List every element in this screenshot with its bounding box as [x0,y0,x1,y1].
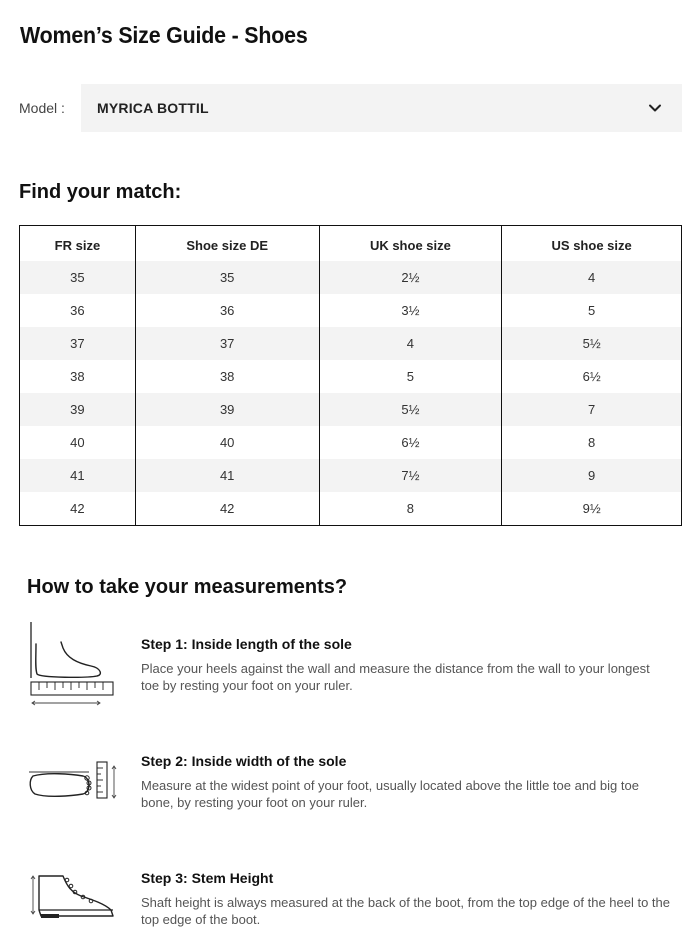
cell-us: 9½ [502,492,682,526]
cell-fr: 39 [20,393,136,426]
page-title: Women’s Size Guide - Shoes [20,22,308,48]
foot-length-ruler-icon [27,620,119,708]
table-header-row [20,226,682,261]
cell-us: 8 [502,426,682,459]
table-row [20,327,682,360]
table-row [20,492,682,526]
cell-uk: 7½ [319,459,502,492]
step-2 [141,753,671,811]
cell-uk: 2½ [319,261,502,294]
cell-de: 42 [135,492,319,526]
cell-fr: 36 [20,294,136,327]
cell-de: 39 [135,393,319,426]
step-2-title: Step 2: Inside width of the sole [141,753,347,769]
cell-us: 9 [502,459,682,492]
column-header-uk: UK shoe size [319,226,502,261]
step-1 [141,636,671,694]
model-select[interactable] [81,84,682,132]
cell-fr: 38 [20,360,136,393]
cell-de: 41 [135,459,319,492]
find-match-title: Find your match: [19,181,182,203]
table-row [20,393,682,426]
step-3-description: Shaft height is always measured at the back of the boot, from the top edge of the heel to the top edge of the boot. [141,895,671,927]
model-label: Model : [19,100,65,116]
cell-uk: 8 [319,492,502,526]
cell-us: 7 [502,393,682,426]
size-table [19,225,682,526]
step-2-description: Measure at the widest point of your foot, usually located above the little toe and big toe bone, by resting your foot on your ruler. [141,778,639,810]
step-1-description: Place your heels against the wall and measure the distance from the wall to your longest toe by resting your foot on your ruler. [141,661,650,693]
step-3 [141,870,671,928]
measurements-title: How to take your measurements? [27,576,348,598]
cell-de: 36 [135,294,319,327]
table-row [20,294,682,327]
table-row [20,426,682,459]
cell-uk: 3½ [319,294,502,327]
column-header-de: Shoe size DE [135,226,319,261]
cell-de: 37 [135,327,319,360]
column-header-fr: FR size [20,226,136,261]
step-1-title: Step 1: Inside length of the sole [141,636,352,652]
cell-de: 35 [135,261,319,294]
cell-us: 5 [502,294,682,327]
cell-uk: 5 [319,360,502,393]
cell-fr: 35 [20,261,136,294]
table-row [20,459,682,492]
cell-us: 6½ [502,360,682,393]
cell-uk: 4 [319,327,502,360]
boot-height-icon [27,870,119,922]
table-row [20,360,682,393]
table-row [20,261,682,294]
cell-fr: 41 [20,459,136,492]
step-3-title: Step 3: Stem Height [141,870,274,886]
foot-width-ruler-icon [27,758,119,804]
cell-uk: 6½ [319,426,502,459]
cell-fr: 40 [20,426,136,459]
cell-de: 40 [135,426,319,459]
cell-de: 38 [135,360,319,393]
chevron-down-icon [648,101,662,115]
cell-uk: 5½ [319,393,502,426]
cell-us: 5½ [502,327,682,360]
model-select-value: MYRICA BOTTIL [97,100,209,116]
column-header-us: US shoe size [551,237,632,253]
cell-us: 4 [502,261,682,294]
cell-fr: 37 [20,327,136,360]
cell-fr: 42 [20,492,136,526]
